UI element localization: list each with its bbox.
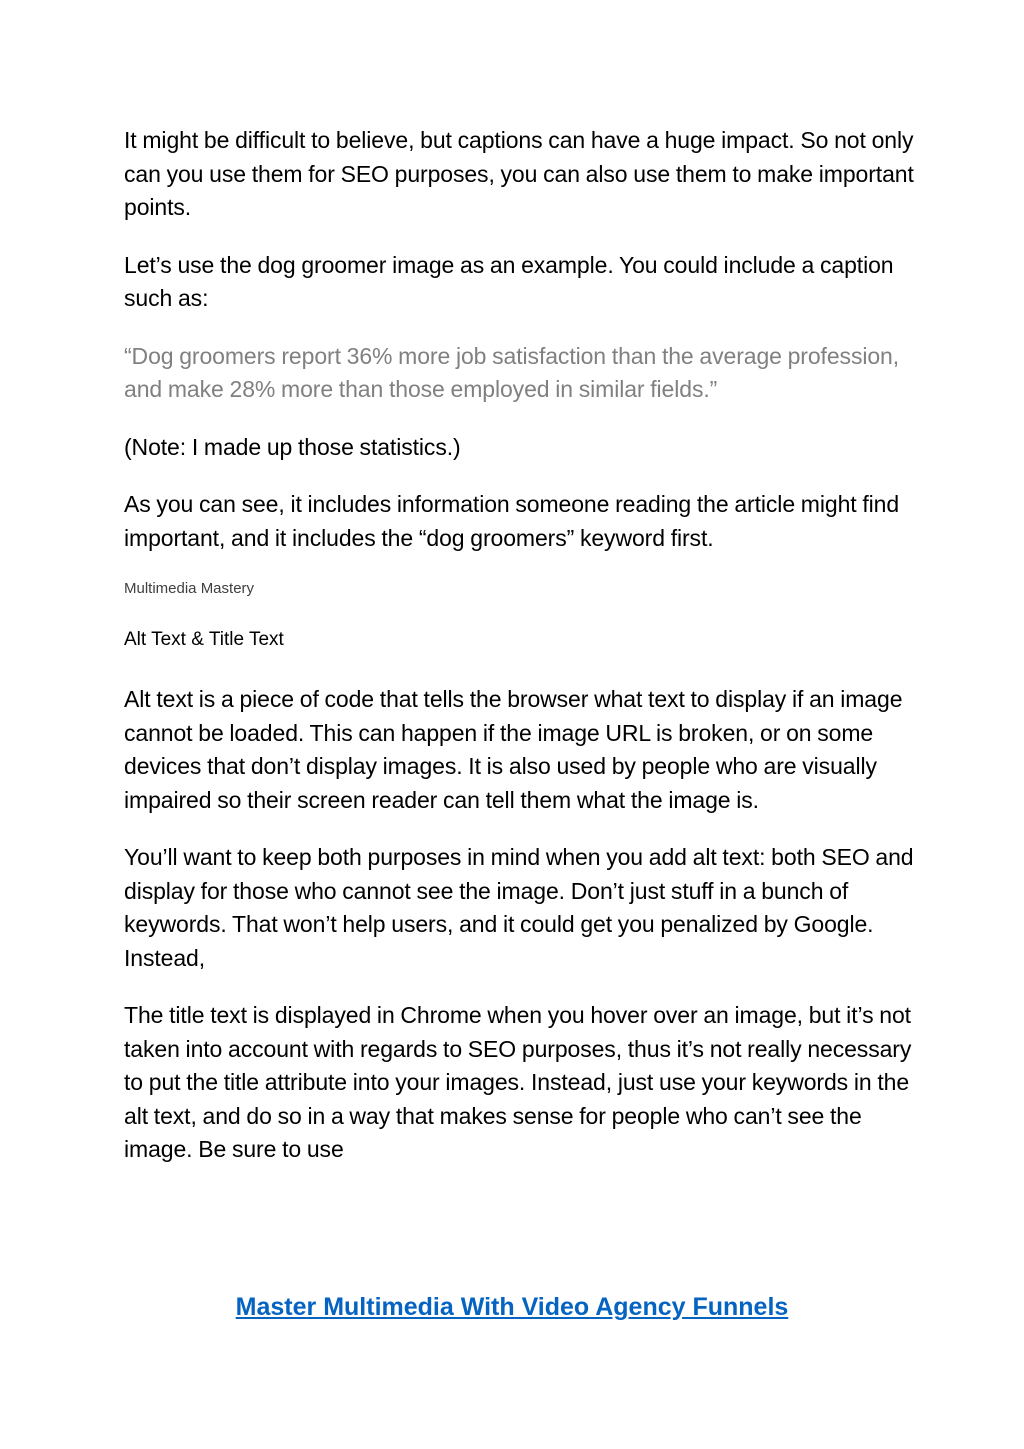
paragraph-note: (Note: I made up those statistics.) bbox=[124, 433, 461, 460]
footer-promo-link[interactable]: Master Multimedia With Video Agency Funnels bbox=[235, 1293, 789, 1321]
paragraph-captions-impact: It might be difficult to believe, but captions can have a huge impact. So not only can you use them for SEO purposes, you can also use them to make important points. bbox=[124, 127, 914, 220]
example-caption-quote: “Dog groomers report 36% more job satisfaction than the average profession, and make 28% more than those employed in similar fields.” bbox=[124, 342, 900, 402]
section-heading: Alt Text & Title Text bbox=[124, 629, 284, 650]
paragraph-keyword-first: As you can see, it includes information someone reading the article might find important, and it includes the “dog groomers” keyword first. bbox=[124, 491, 900, 551]
paragraph-dog-groomer-example: Let’s use the dog groomer image as an example. You could include a caption such as: bbox=[124, 251, 894, 311]
section-label: Multimedia Mastery bbox=[124, 580, 255, 597]
paragraph-alt-text-definition: Alt text is a piece of code that tells the browser what text to display if an image cannot be loaded. This can happen if the image URL is broken, or on some devices that don’t display images. It is also used by people who are visually impaired so their screen reader can tell them what the image is. bbox=[124, 686, 903, 813]
article-body bbox=[124, 124, 914, 1191]
paragraph-title-text: The title text is displayed in Chrome when you hover over an image, but it’s not taken into account with regards to SEO purposes, thus it’s not really necessary to put the title attribute into your images. Instead, just use your keywords in the alt text, and do so in a way that makes sense for people who can’t see the image. Be sure to use bbox=[124, 1002, 912, 1162]
paragraph-alt-text-purposes: You’ll want to keep both purposes in mind when you add alt text: both SEO and display for those who cannot see the image. Don’t just stuff in a bunch of keywords. That won’t help users, and it could get you penalized by Google. Instead, bbox=[124, 844, 914, 971]
